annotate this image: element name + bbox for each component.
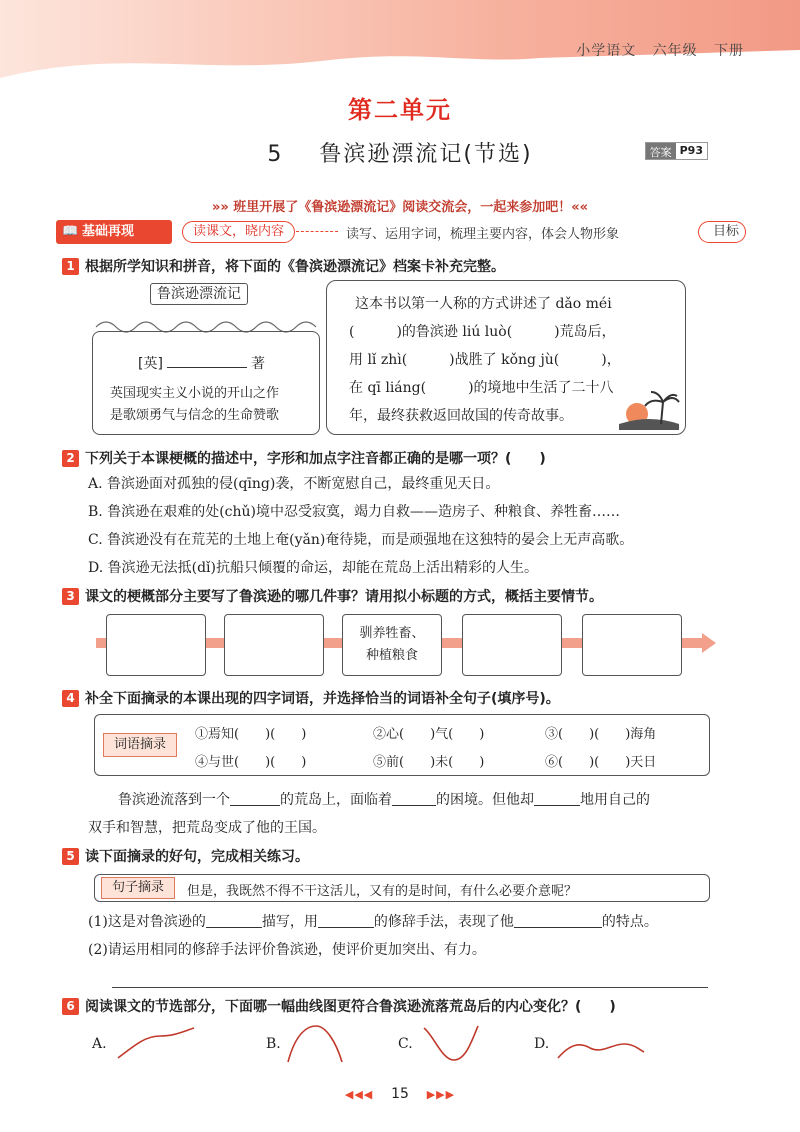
q5-blank-2[interactable] [318, 914, 374, 928]
question-5 [62, 846, 309, 866]
curve-option-b-label[interactable]: B. [266, 1036, 281, 1052]
section-header [56, 220, 746, 244]
question-4 [62, 688, 560, 708]
activity-banner: »» 班里开展了《鲁滨逊漂流记》阅读交流会，一起来参加吧！«« [211, 200, 589, 215]
story-line-5: 年，最终获救返回故国的传奇故事。 [349, 408, 573, 424]
story-line-1: 这本书以第一人称的方式讲述了 dǎo méi [355, 296, 612, 312]
vocab-box [94, 714, 710, 776]
answer-page: P93 [676, 143, 707, 159]
book-description [110, 383, 279, 427]
question-number: 5 [62, 848, 79, 865]
q4-text-d: 地用自己的 [580, 792, 650, 808]
section-tag-label: 基础再现 [82, 224, 135, 239]
story-line-4: 在 qī liáng( )的境地中生活了二十八 [349, 380, 614, 396]
question-text: 读下面摘录的好句，完成相关练习。 [85, 849, 309, 865]
q4-sentence-line-2: 双手和智慧，把荒岛变成了他的王国。 [88, 820, 326, 836]
q4-sentence-line-1 [118, 786, 650, 814]
vocab-item-6[interactable]: ⑥( )( )天日 [545, 755, 657, 770]
flow-box-2[interactable] [224, 614, 324, 676]
flow-box-5[interactable] [582, 614, 682, 676]
story-line-3: 用 lǐ zhì( )战胜了 kǒng jù( )， [349, 352, 621, 368]
vocab-item-4[interactable]: ④与世( )( ) [195, 755, 307, 770]
question-text: 阅读课文的节选部分，下面哪一幅曲线图更符合鲁滨逊流落荒岛后的内心变化？( ) [85, 999, 616, 1015]
curve-option-d-label[interactable]: D. [534, 1036, 550, 1052]
lesson-number: 5 [267, 142, 284, 167]
question-text: 根据所学知识和拼音，将下面的《鲁滨逊漂流记》档案卡补充完整。 [85, 259, 505, 275]
header-volume: 下册 [714, 43, 744, 59]
q5-sub-1 [88, 908, 658, 936]
flow-box-4[interactable] [462, 614, 562, 676]
q5-blank-1[interactable] [206, 914, 262, 928]
curve-c[interactable] [422, 1022, 482, 1066]
q4-blank-2[interactable] [392, 792, 436, 806]
section-goal: 目标 [698, 221, 746, 243]
question-text: 课文的梗概部分主要写了鲁滨逊的哪几件事？请用拟小标题的方式，概括主要情节。 [85, 589, 603, 605]
question-text: 补全下面摘录的本课出现的四字词语，并选择恰当的词语补全句子(填序号)。 [85, 691, 560, 707]
vocab-item-5[interactable]: ⑤前( )未( ) [373, 755, 485, 770]
book-desc-line-2: 是歌颂勇气与信念的生命赞歌 [110, 408, 280, 423]
curve-option-c-label[interactable]: C. [398, 1036, 413, 1052]
curve-option-a-label[interactable]: A. [92, 1036, 107, 1052]
q5-text-a: (1)这是对鲁滨逊的 [88, 914, 206, 930]
author-blank[interactable] [167, 367, 247, 368]
q5-text-d: 的特点。 [601, 914, 658, 930]
q5-sub-2: (2)请运用相同的修辞手法评价鲁滨逊，使评价更加突出、有力。 [88, 942, 486, 958]
question-number: 6 [62, 998, 79, 1015]
flow-box-1[interactable] [106, 614, 206, 676]
q2-option-b[interactable]: B. 鲁滨逊在艰难的处(chǔ)境中忍受寂寞，竭力自救——造房子、种粮食、养牲畜…… [88, 504, 620, 520]
sentence-box [94, 874, 710, 902]
plot-flow [96, 610, 708, 676]
book-card-title: 鲁滨逊漂流记 [150, 283, 248, 305]
q4-blank-1[interactable] [230, 792, 280, 806]
sentence-quote: 但是，我既然不得不干这活儿，又有的是时间，有什么必要介意呢？ [187, 884, 578, 899]
q4-text-c: 的困境。但他却 [436, 792, 534, 808]
book-card [92, 283, 320, 435]
q4-text-a: 鲁滨逊流落到一个 [118, 792, 230, 808]
flow-box-3-text [343, 623, 441, 667]
prev-arrows-icon: ◀◀◀ [344, 1088, 374, 1101]
flow-box-3-line-1: 驯养牲畜、 [359, 626, 425, 641]
header-subject: 小学语文 [576, 43, 637, 59]
vocab-item-1[interactable]: ①焉知( )( ) [195, 727, 307, 742]
q2-options [88, 470, 633, 582]
header-info [576, 40, 744, 60]
question-2 [62, 448, 546, 468]
vocab-label: 词语摘录 [103, 733, 177, 757]
section-subtitle: 读课文，晓内容 [182, 221, 295, 243]
question-1 [62, 256, 505, 276]
book-icon: 📖 [62, 224, 79, 239]
story-line-2: ( )的鲁滨逊 liú luò( )荒岛后， [349, 324, 616, 340]
q5-text-c: 的修辞手法，表现了他 [373, 914, 514, 930]
sentence-label: 句子摘录 [101, 877, 175, 899]
author-suffix: 著 [250, 356, 265, 372]
question-text: 下列关于本课梗概的描述中，字形和加点字注音都正确的是哪一项？( ) [85, 451, 546, 467]
curve-b[interactable] [286, 1022, 346, 1066]
curve-a[interactable] [116, 1024, 196, 1064]
page-number: 15 [391, 1086, 409, 1102]
answer-tag [645, 142, 708, 160]
section-divider [296, 231, 338, 232]
unit-title: 第二单元 [348, 96, 452, 124]
flow-box-3-line-2: 种植粮食 [365, 648, 418, 663]
q2-option-d[interactable]: D. 鲁滨逊无法抵(dǐ)抗船只倾覆的命运，却能在荒岛上活出精彩的人生。 [88, 560, 538, 576]
next-arrows-icon: ▶▶▶ [426, 1088, 456, 1101]
question-6 [62, 996, 616, 1016]
section-tag [56, 220, 172, 244]
question-number: 3 [62, 588, 79, 605]
q2-option-c[interactable]: C. 鲁滨逊没有在荒芜的土地上奄(yǎn)奄待毙，而是顽强地在这独特的晏会上无声高歌。 [88, 532, 634, 548]
vocab-item-3[interactable]: ③( )( )海角 [545, 727, 657, 742]
flow-arrow-head [702, 633, 716, 653]
question-number: 1 [62, 258, 79, 275]
flow-box-3 [342, 614, 442, 676]
q5-blank-3[interactable] [514, 914, 602, 928]
vocab-item-2[interactable]: ②心( )气( ) [373, 727, 485, 742]
section-description: 读写、运用字词，梳理主要内容，体会人物形象 [346, 227, 620, 242]
book-desc-line-1: 英国现实主义小说的开山之作 [110, 386, 280, 401]
q2-option-a[interactable]: A. 鲁滨逊面对孤独的侵(qīng)袭，不断宽慰自己，最终重见天日。 [88, 476, 500, 492]
answer-write-line[interactable] [112, 987, 708, 988]
question-number: 4 [62, 690, 79, 707]
q4-text-b: 的荒岛上，面临着 [280, 792, 392, 808]
question-number: 2 [62, 450, 79, 467]
author-line [138, 353, 265, 373]
story-card [326, 280, 686, 435]
palm-island-icon [617, 384, 681, 430]
header-band [0, 0, 800, 78]
question-3 [62, 586, 603, 606]
header-grade: 六年级 [652, 43, 698, 59]
lesson-name: 鲁滨逊漂流记(节选) [319, 142, 533, 167]
author-prefix: [英] [138, 356, 163, 372]
q4-blank-3[interactable] [534, 792, 580, 806]
page-footer [0, 1086, 800, 1102]
answer-label: 答案 [646, 143, 676, 159]
q5-text-b: 描写，用 [261, 914, 318, 930]
curve-d[interactable] [556, 1022, 646, 1066]
